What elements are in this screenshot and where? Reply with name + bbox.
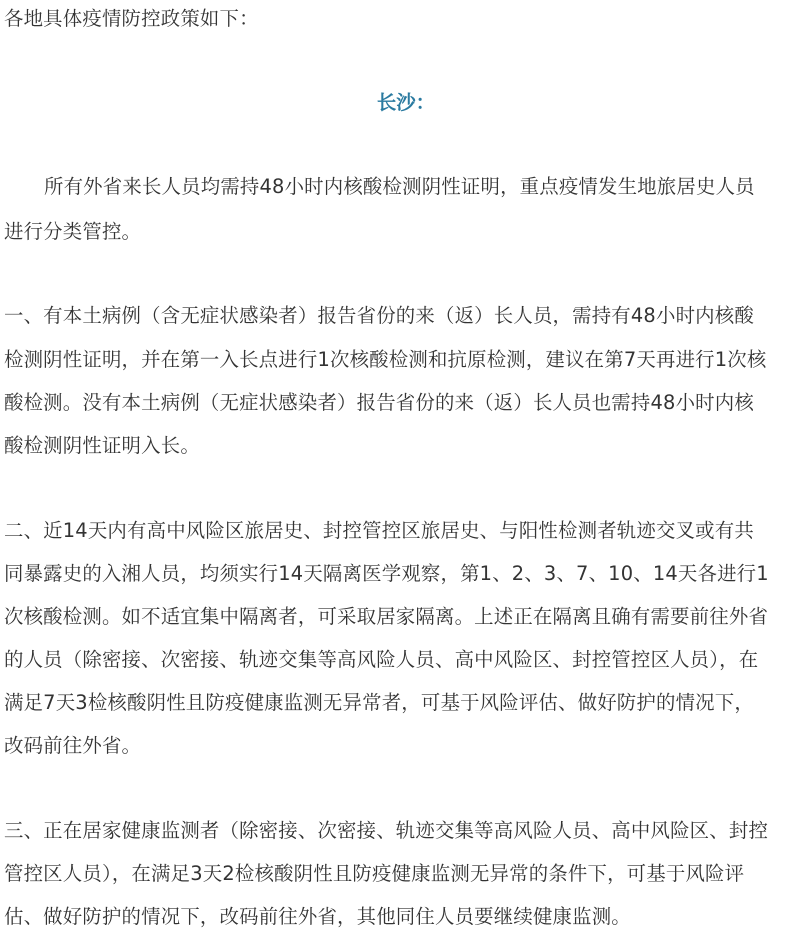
paragraph-line: 酸检测阴性证明入长。 <box>4 434 200 457</box>
paragraph-line: 进行分类管控。 <box>4 220 142 243</box>
paragraph-line: 三、正在居家健康监测者（除密接、次密接、轨迹交集等高风险人员、高中风险区、封控 <box>4 819 769 842</box>
paragraph-line: 改码前往外省。 <box>4 734 142 757</box>
paragraph-line: 满足7天3检核酸阴性且防疫健康监测无异常者，可基于风险评估、做好防护的情况下， <box>4 691 754 714</box>
paragraph-line: 估、做好防护的情况下，改码前往外省，其他同住人员要继续健康监测。 <box>4 905 631 928</box>
paragraph-line: 次核酸检测。如不适宜集中隔离者，可采取居家隔离。上述正在隔离且确有需要前往外省 <box>4 605 769 628</box>
paragraph-line: 管控区人员），在满足3天2检核酸阴性且防疫健康监测无异常的条件下，可基于风险评 <box>4 862 745 885</box>
paragraph-line: 检测阴性证明，并在第一入长点进行1次核酸检测和抗原检测，建议在第7天再进行1次核 <box>4 348 767 371</box>
paragraph-line: 二、近14天内有高中风险区旅居史、封控管控区旅居史、与阳性检测者轨迹交叉或有共 <box>4 519 754 542</box>
city-heading: 长沙： <box>376 91 436 114</box>
intro-text: 各地具体疫情防控政策如下： <box>4 7 259 30</box>
paragraph-line: 的人员（除密接、次密接、轨迹交集等高风险人员、高中风险区、封控管控区人员），在 <box>4 648 759 671</box>
paragraph-line: 所有外省来长人员均需持48小时内核酸检测阴性证明，重点疫情发生地旅居史人员 <box>44 175 755 198</box>
paragraph-line: 一、有本土病例（含无症状感染者）报告省份的来（返）长人员，需持有48小时内核酸 <box>4 304 754 327</box>
paragraph-line: 酸检测。没有本土病例（无症状感染者）报告省份的来（返）长人员也需持48小时内核 <box>4 391 754 414</box>
paragraph-line: 同暴露史的入湘人员，均须实行14天隔离医学观察，第1、2、3、7、10、14天各进行1 <box>4 562 769 585</box>
